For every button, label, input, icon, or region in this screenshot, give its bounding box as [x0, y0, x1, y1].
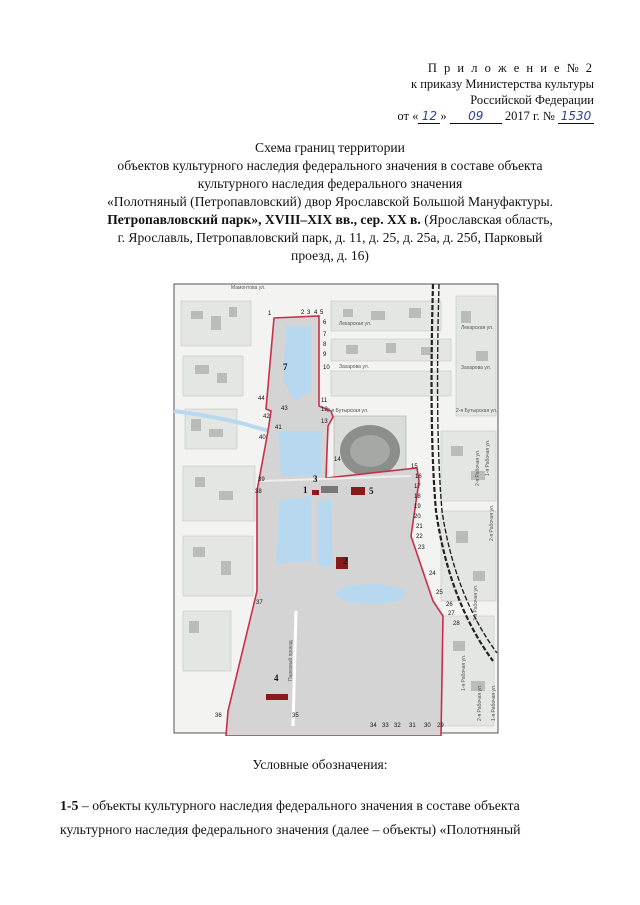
territory-map — [171, 281, 501, 736]
pond-lower-right — [317, 499, 333, 566]
title-line-4: «Полотняный (Петропавловский) двор Ярославской Большой Мануфактуры. — [106, 194, 554, 209]
boundary-point: 5 — [320, 310, 324, 316]
object-label-4: 4 — [274, 673, 279, 683]
title-line-5 — [60, 211, 600, 229]
appendix-ministry: Российской Федерации — [470, 93, 594, 107]
boundary-point: 44 — [258, 396, 265, 402]
legend-line-1 — [60, 794, 610, 818]
boundary-point: 32 — [394, 723, 401, 729]
pond-lower-left — [276, 496, 311, 564]
title-line-5-rest: (Ярославская область, — [420, 212, 553, 227]
legend-heading: Условные обозначения: — [252, 757, 388, 772]
date-year: 2017 г. № — [504, 109, 555, 123]
legend-line-2: культурного наследия федерального значения (далее – объекты) «Полотняный — [60, 822, 521, 837]
boundary-point: 29 — [437, 723, 444, 729]
street-rabochaya-6: 2-я Рабочая ул. — [473, 584, 479, 621]
boundary-point: 12 — [321, 407, 328, 413]
legend-desc-1: – объекты культурного наследия федерального значения в составе объекта — [78, 798, 520, 813]
boundary-point: 1 — [268, 311, 272, 317]
street-parkovy: Парковый проезд — [288, 640, 294, 681]
street-lekarskaya: Лекарская ул. — [339, 321, 372, 327]
street-mamontova: Мамонтова ул. — [231, 285, 266, 291]
boundary-point: 34 — [370, 723, 377, 729]
title-line-7: проезд, д. 16) — [291, 248, 369, 263]
boundary-point: 15 — [411, 464, 418, 470]
street-butyrskaya-right: 2-я Бутырская ул. — [456, 408, 498, 414]
street-rabochaya-2: 2-я Рабочая ул. — [489, 504, 495, 541]
document-title — [60, 139, 600, 265]
boundary-point: 38 — [255, 489, 262, 495]
boundary-point: 7 — [323, 332, 327, 338]
street-zakharova-right: Захарова ул. — [461, 365, 492, 371]
street-rabochaya-1: 2-я Рабочая ул. — [475, 449, 481, 486]
boundary-point: 13 — [321, 419, 328, 425]
date-month: 09 — [450, 110, 502, 124]
boundary-point: 37 — [256, 600, 263, 606]
boundary-point: 33 — [382, 723, 389, 729]
street-rabochaya-5: 1-я Рабочая ул. — [491, 684, 497, 721]
street-butyrskaya: 2-я Бутырская ул. — [327, 408, 369, 414]
boundary-point: 36 — [215, 713, 222, 719]
boundary-point: 42 — [263, 414, 270, 420]
object-4 — [266, 694, 288, 700]
street-rabochaya-4: 2-я Рабочая ул. — [477, 684, 483, 721]
date-prefix: от « — [397, 109, 419, 123]
street-rabochaya-7: 1-я Рабочая ул. — [485, 439, 491, 476]
appendix-date-line — [397, 108, 594, 124]
boundary-point: 43 — [281, 406, 288, 412]
legend-text — [60, 794, 610, 842]
boundary-point: 4 — [314, 310, 318, 316]
object-1 — [312, 490, 319, 495]
legend-key: 1-5 — [60, 798, 79, 813]
title-line-1: Схема границ территории — [255, 140, 405, 155]
boundary-point: 3 — [307, 310, 311, 316]
pond-south — [336, 584, 406, 604]
boundary-point: 21 — [416, 524, 423, 530]
appendix-block — [397, 60, 594, 124]
object-label-2: 2 — [343, 556, 348, 566]
boundary-point: 18 — [414, 494, 421, 500]
street-rabochaya-3: 1-я Рабочая ул. — [461, 654, 467, 691]
boundary-point: 19 — [414, 504, 421, 510]
boundary-point: 28 — [453, 621, 460, 627]
title-line-2: объектов культурного наследия федерального значения в составе объекта — [117, 158, 543, 173]
title-line-3: культурного наследия федерального значения — [197, 176, 463, 191]
boundary-point: 23 — [418, 545, 425, 551]
pond-middle — [278, 431, 321, 476]
boundary-point: 25 — [436, 590, 443, 596]
title-line-5-bold: Петропавловский парк», XVIII–XIX вв., сер. XX в. — [107, 212, 421, 227]
street-lekarskaya-right: Лекарская ул. — [461, 325, 494, 331]
date-day: 12 — [418, 110, 440, 124]
object-5 — [351, 487, 365, 495]
title-line-6: г. Ярославль, Петропавловский парк, д. 11, д. 25, д. 25а, д. 25б, Парковый — [117, 230, 543, 245]
boundary-point: 31 — [409, 723, 416, 729]
boundary-point: 9 — [323, 352, 327, 358]
date-mid: » — [440, 109, 447, 123]
boundary-point: 17 — [414, 484, 421, 490]
boundary-point: 27 — [448, 611, 455, 617]
pond-label: 7 — [283, 362, 288, 372]
boundary-point: 30 — [424, 723, 431, 729]
boundary-point: 20 — [414, 514, 421, 520]
appendix-order: к приказу Министерства культуры — [411, 77, 594, 91]
stadium-field — [350, 435, 390, 467]
order-number: 1530 — [558, 110, 594, 124]
boundary-point: 39 — [258, 477, 265, 483]
boundary-point: 22 — [416, 534, 423, 540]
object-3 — [321, 486, 338, 493]
boundary-point: 24 — [429, 571, 436, 577]
boundary-point: 6 — [323, 320, 327, 326]
boundary-point: 2 — [301, 310, 305, 316]
object-label-3: 3 — [313, 474, 318, 484]
boundary-point: 14 — [334, 457, 341, 463]
boundary-point: 26 — [446, 602, 453, 608]
object-label-5: 5 — [369, 486, 374, 496]
boundary-point: 10 — [323, 365, 330, 371]
street-zakharova: Захарова ул. — [339, 364, 370, 370]
boundary-point: 40 — [259, 435, 266, 441]
boundary-point: 35 — [292, 713, 299, 719]
boundary-point: 41 — [275, 425, 282, 431]
boundary-point: 8 — [323, 342, 327, 348]
object-label-1: 1 — [303, 485, 308, 495]
boundary-point: 11 — [321, 398, 328, 404]
appendix-title: П р и л о ж е н и е № 2 — [427, 61, 594, 75]
boundary-point: 16 — [415, 474, 422, 480]
